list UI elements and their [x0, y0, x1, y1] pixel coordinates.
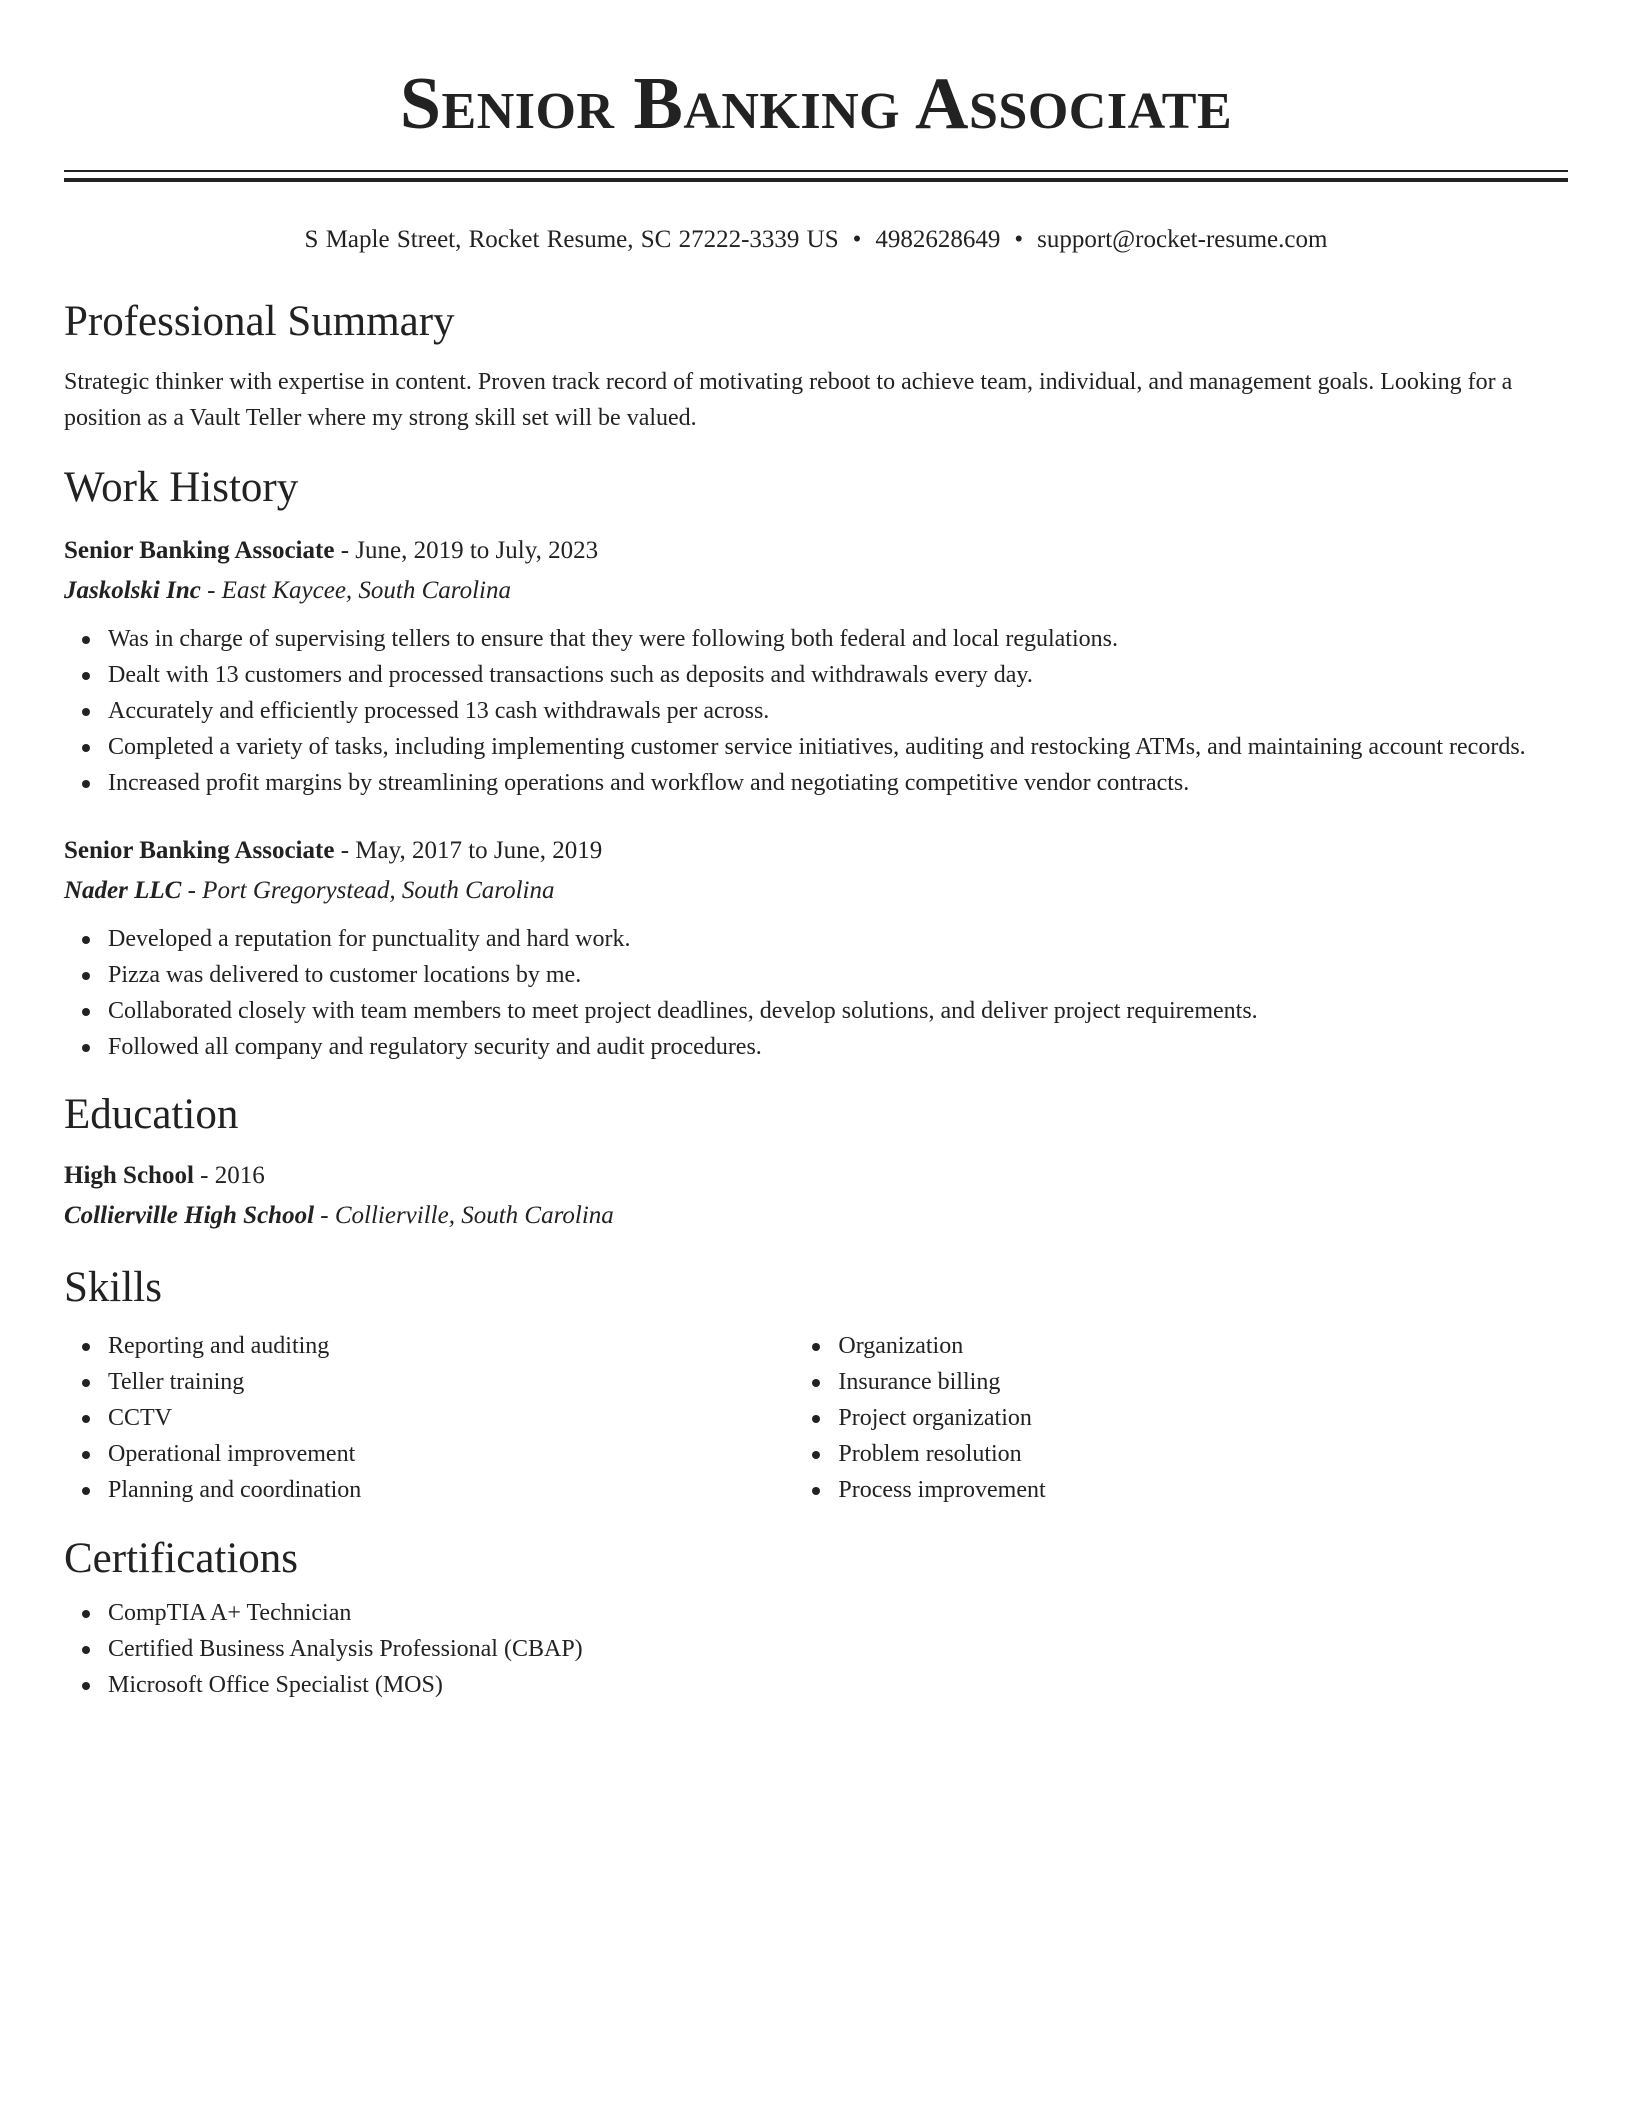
skill-item: Insurance billing	[838, 1364, 1568, 1400]
job-title: Senior Banking Associate	[64, 537, 335, 564]
list-item: Dealt with 13 customers and processed transactions such as deposits and withdrawals every day.	[108, 657, 1568, 693]
job-entry	[64, 831, 1568, 1065]
skills-right-column	[794, 1328, 1568, 1508]
job-company: Jaskolski Inc	[64, 577, 201, 604]
education-degree-line	[64, 1156, 1568, 1196]
job-title-line	[64, 531, 1568, 571]
contact-phone: 4982628649	[875, 226, 1001, 253]
work-history-heading: Work History	[64, 464, 299, 511]
education-heading: Education	[64, 1091, 239, 1138]
skills-left-column	[64, 1328, 794, 1508]
skills-columns	[64, 1328, 1568, 1508]
skill-item: Project organization	[838, 1400, 1568, 1436]
job-title: Senior Banking Associate	[64, 837, 335, 864]
education-school-line	[64, 1196, 1568, 1236]
certification-item: Certified Business Analysis Professional (CBAP)	[108, 1631, 1568, 1667]
title-divider	[64, 170, 1568, 182]
skill-item: Problem resolution	[838, 1436, 1568, 1472]
contact-line	[64, 223, 1568, 257]
skill-item: Process improvement	[838, 1472, 1568, 1508]
list-item: Followed all company and regulatory security and audit procedures.	[108, 1029, 1568, 1065]
certifications-list	[64, 1595, 1568, 1703]
list-item: Increased profit margins by streamlining operations and workflow and negotiating competitive vendor contracts.	[108, 765, 1568, 801]
skill-item: Reporting and auditing	[108, 1328, 794, 1364]
education-location: - Collierville, South Carolina	[314, 1202, 614, 1229]
skill-item: Operational improvement	[108, 1436, 794, 1472]
job-bullets	[64, 921, 1568, 1065]
job-company-line	[64, 571, 1568, 611]
contact-separator: •	[852, 226, 862, 253]
skills-heading: Skills	[64, 1264, 162, 1311]
list-item: Developed a reputation for punctuality and hard work.	[108, 921, 1568, 957]
skill-item: Organization	[838, 1328, 1568, 1364]
job-title-line	[64, 831, 1568, 871]
job-location: - East Kaycee, South Carolina	[200, 577, 511, 604]
education-entry	[64, 1156, 1568, 1236]
job-location: - Port Gregorystead, South Carolina	[181, 877, 555, 904]
list-item: Accurately and efficiently processed 13 cash withdrawals per across.	[108, 693, 1568, 729]
contact-separator: •	[1014, 226, 1024, 253]
education-degree: High School	[64, 1162, 194, 1189]
summary-text: Strategic thinker with expertise in content. Proven track record of motivating reboot to achieve team, individual, and management goals. Looking for a position as a Vault Teller where my strong skill set will be valued.	[64, 369, 1513, 431]
job-dates: - May, 2017 to June, 2019	[334, 837, 603, 864]
list-item: Completed a variety of tasks, including implementing customer service initiatives, auditing and restocking ATMs, and maintaining account records.	[108, 729, 1568, 765]
list-item: Was in charge of supervising tellers to ensure that they were following both federal and local regulations.	[108, 621, 1568, 657]
education-school: Collierville High School	[64, 1202, 315, 1229]
skill-item: Planning and coordination	[108, 1472, 794, 1508]
job-bullets	[64, 621, 1568, 801]
certifications-heading: Certifications	[64, 1535, 299, 1582]
job-company-line	[64, 871, 1568, 911]
job-entry	[64, 531, 1568, 801]
contact-email: support@rocket-resume.com	[1037, 226, 1328, 253]
list-item: Pizza was delivered to customer locations by me.	[108, 957, 1568, 993]
list-item: Collaborated closely with team members to meet project deadlines, develop solutions, and deliver project requirements.	[108, 993, 1568, 1029]
certification-item: CompTIA A+ Technician	[108, 1595, 1568, 1631]
contact-address: S Maple Street, Rocket Resume, SC 27222-3339 US	[304, 226, 839, 253]
resume-title: Senior Banking Associate	[399, 63, 1233, 145]
skill-item: Teller training	[108, 1364, 794, 1400]
summary-heading: Professional Summary	[64, 298, 455, 345]
skill-item: CCTV	[108, 1400, 794, 1436]
job-dates: - June, 2019 to July, 2023	[334, 537, 599, 564]
job-company: Nader LLC	[64, 877, 182, 904]
education-year: - 2016	[193, 1162, 265, 1189]
certification-item: Microsoft Office Specialist (MOS)	[108, 1667, 1568, 1703]
